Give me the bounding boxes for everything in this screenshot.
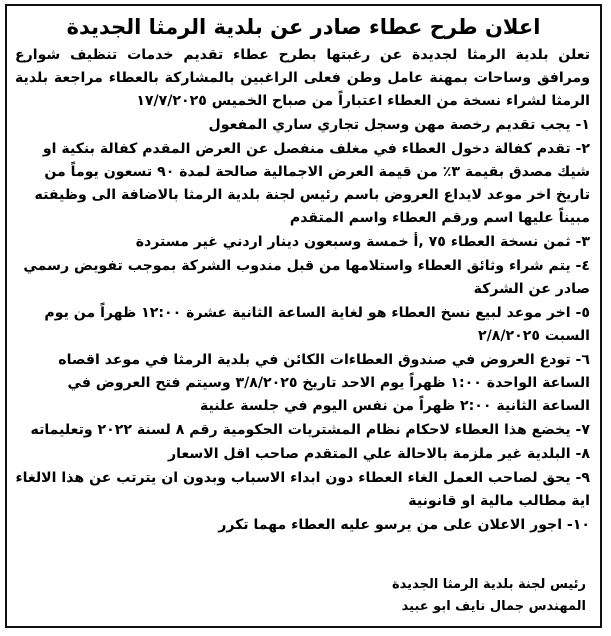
condition-item-2: ٢- تقدم كفالة دخول العطاء في مغلف منفصل عن العرض المقدم كفالة بنكية او شيك مصدق بقيمة ٣٪ من قيمة العرض الاجمالية صالحة لمدة ٩٠ تسعون يوماً من تاريخ اخر موعد لايداع العروض باسم رئيس لجنة بلدية الرمثا بالاضافة الى وظيفته مبيناً عليها اسم ورقم العطاء واسم المتقدم (34, 141, 590, 226)
condition-item-8: ٨- البلدية غير ملزمة بالاحالة علي المتقدم صاحب اقل الاسعار (167, 446, 590, 462)
condition-item-6: ٦- تودع العروض في صندوق العطاءات الكائن في بلدية الرمثا في موعد اقصاه الساعة الواحدة ١:٠٠ ظهراً يوم الاحد تاريخ ٣/٨/٢٠٢٥ وسيتم فتح العروض في الساعة الثانية ٢:٠٠ ظهراً من نفس اليوم في جلسة علنية (58, 352, 590, 414)
intro-paragraph: تعلن بلدية الرمثا لجديدة عن رغبتها بطرح عطاء تقديم خدمات تنظيف شوارع ومرافق وساحات بمهنة عامل وطن فعلى الراغبين بالمشاركة بالعطاء مراجعة بلدية الرمثا لشراء نسخة من العطاء اعتباراً من صباح الخميس ١٧/٧/٢٠٢٥ (15, 47, 590, 109)
condition-item-3: ٣- ثمن نسخة العطاء ٧٥ ,أ خمسة وسبعون دينار اردني غير مستردة (135, 234, 590, 250)
tender-announcement (5, 4, 602, 628)
signature-title: رئيس لجنة بلدية الرمثا الجديدة (392, 577, 586, 592)
condition-item-10: ١٠- اجور الاعلان على من يرسو عليه العطاء مهما تكرر (218, 517, 590, 533)
announcement-title: اعلان طرح عطاء صادر عن بلدية الرمثا الجديدة (66, 15, 541, 39)
condition-item-1: ١- يجب تقديم رخصة مهن وسجل تجاري ساري المفعول (208, 117, 590, 133)
condition-item-9: ٩- يحق لصاحب العمل الغاء العطاء دون ابداء الاسباب وبدون ان يترتب عن هذا الالغاء اية مطالب مالية او قانونية (15, 470, 590, 509)
signature-name: المهندس جمال نايف ابو عبيد (401, 599, 586, 614)
signature-block (7, 574, 586, 618)
condition-item-4: ٤- يتم شراء وثائق العطاء واستلامها من قبل مندوب الشركة بموجب تفويض رسمي صادر عن الشركة (23, 258, 590, 297)
announcement-body (7, 44, 600, 537)
condition-item-5: ٥- اخر موعد لبيع نسخ العطاء هو لغاية الساعة الثانية عشرة ١٢:٠٠ ظهراً من يوم السبت ٢/٨/٢٠٢٥ (44, 305, 590, 344)
condition-item-7: ٧- يخضع هذا العطاء لاحكام نظام المشتريات الحكومية رقم ٨ لسنة ٢٠٢٢ وتعليماته (30, 422, 590, 438)
